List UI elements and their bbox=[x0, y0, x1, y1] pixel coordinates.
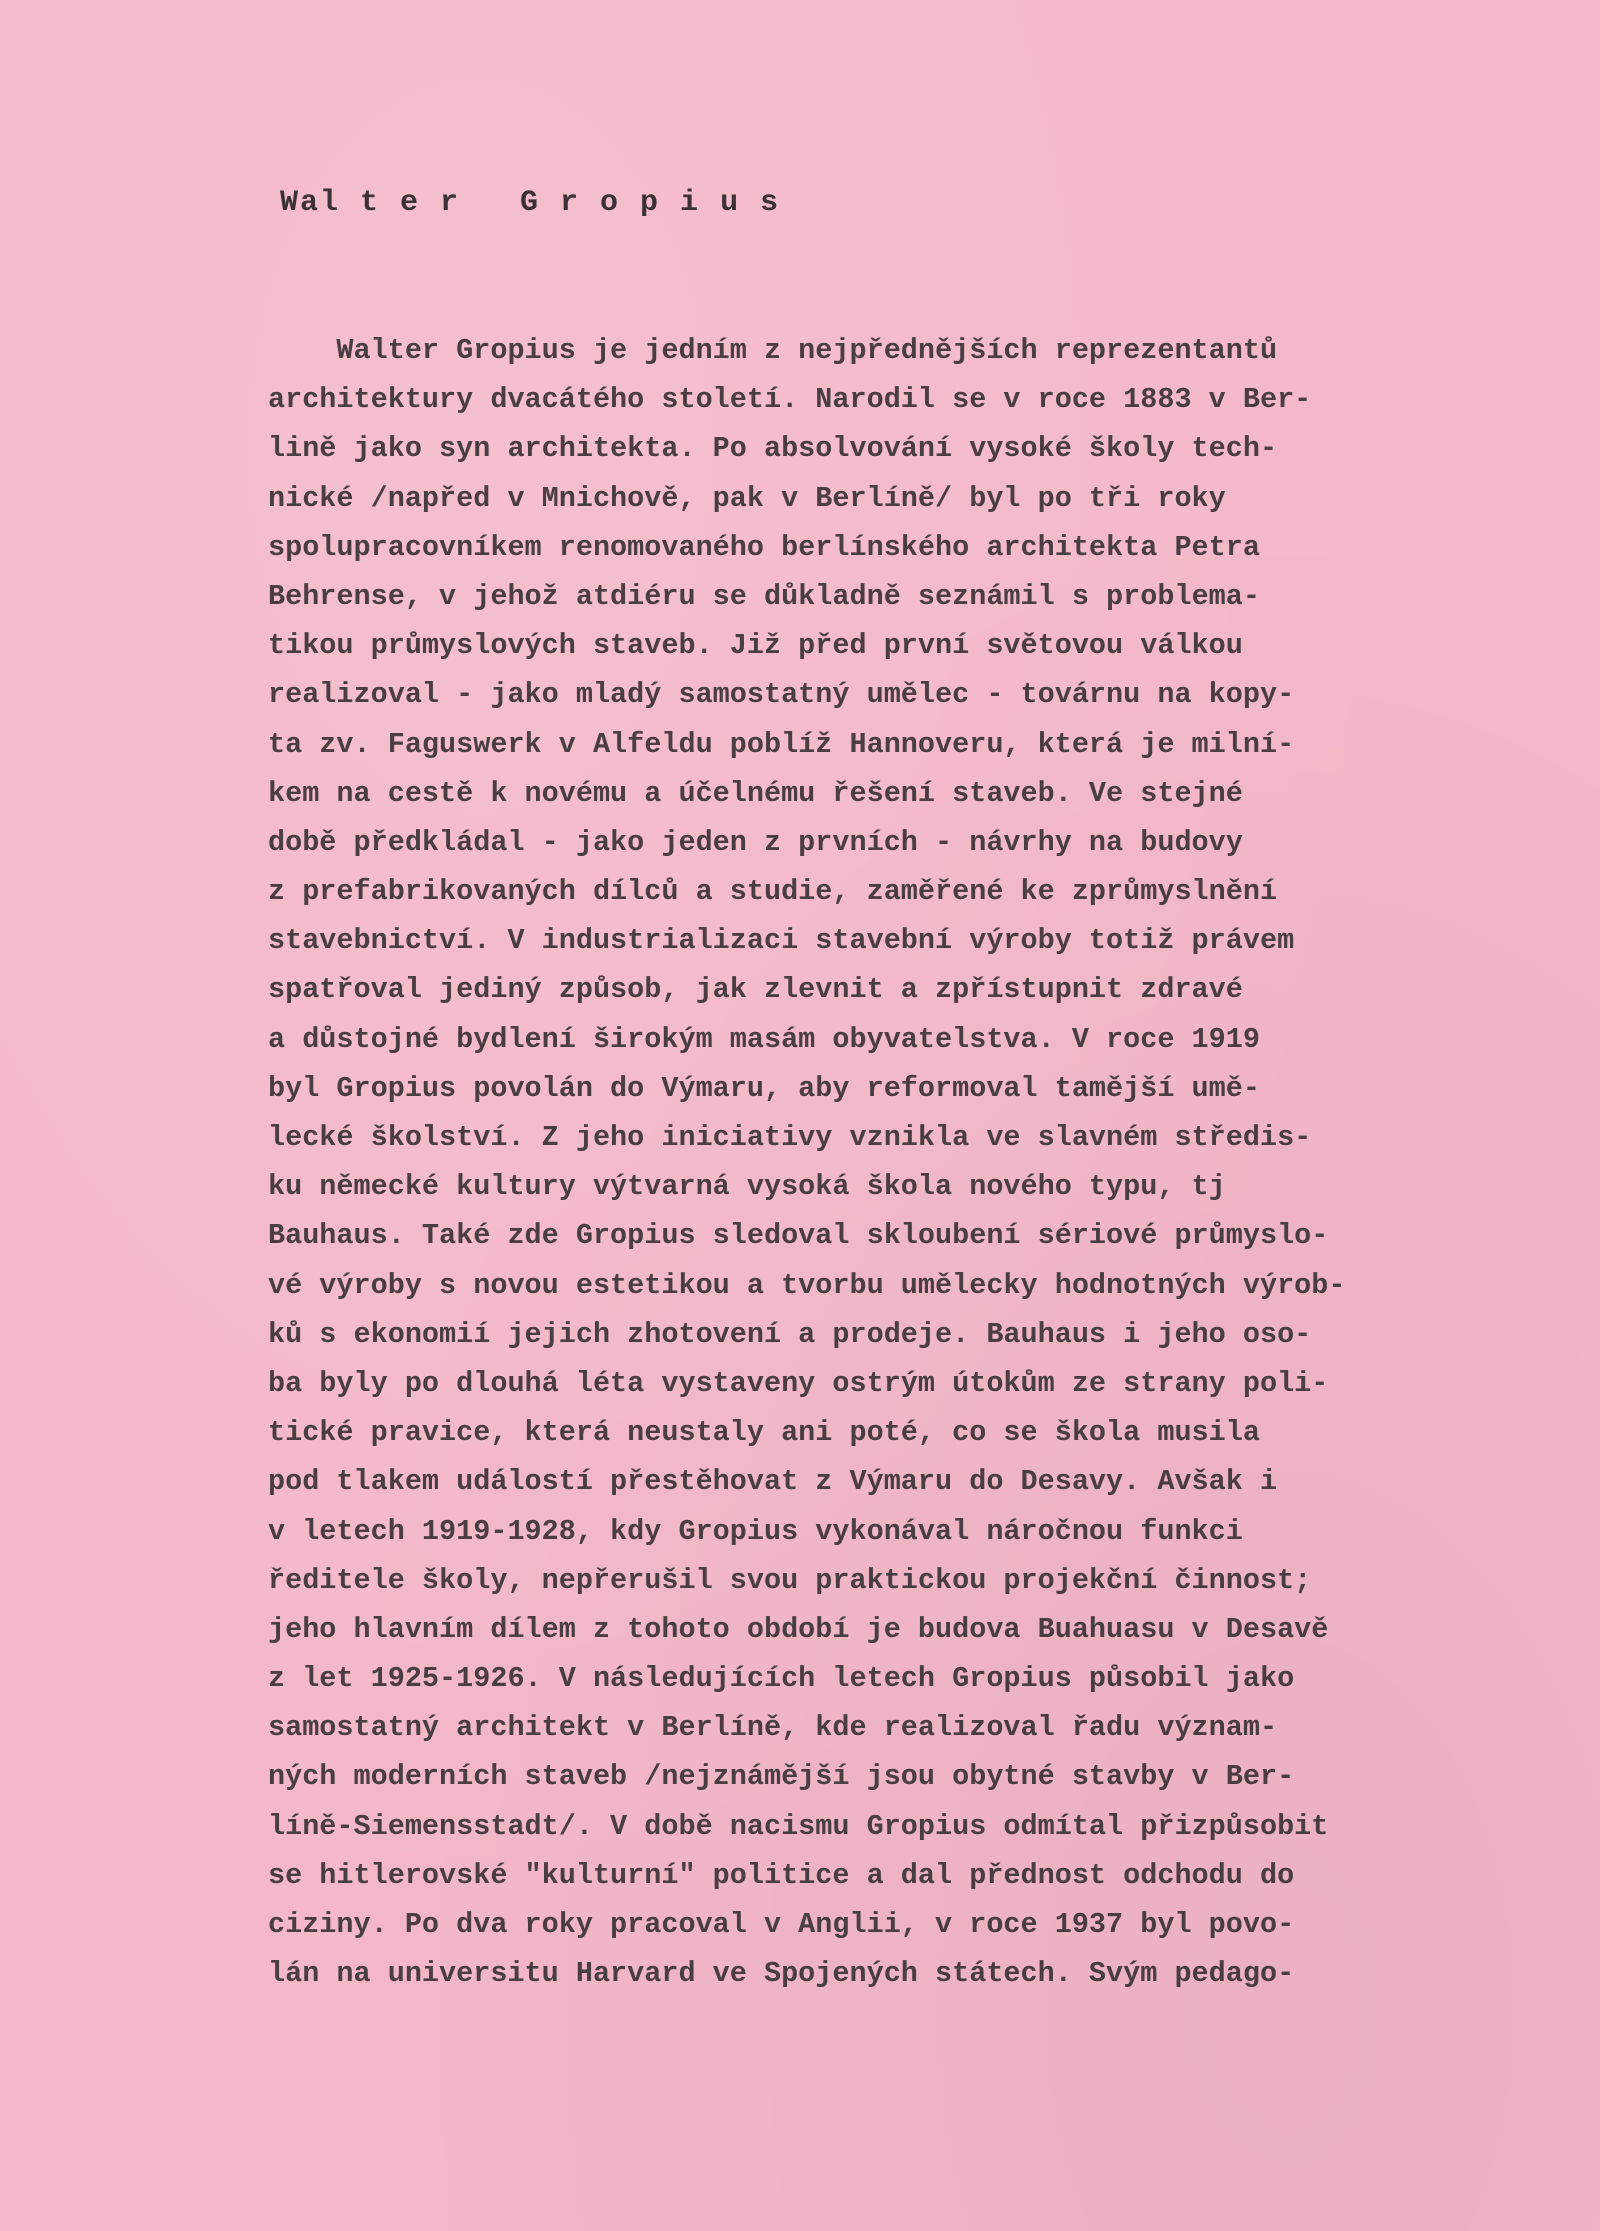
text-line: byl Gropius povolán do Výmaru, aby reformoval tamější umě- bbox=[268, 1071, 1260, 1105]
text-line: vé výroby s novou estetikou a tvorbu umělecky hodnotných výrob- bbox=[268, 1268, 1346, 1302]
text-line: lecké školství. Z jeho iniciativy vznikla ve slavném středis- bbox=[268, 1121, 1312, 1154]
text-line: ku německé kultury výtvarná vysoká škola nového typu, tj bbox=[268, 1170, 1226, 1204]
text-line: a důstojné bydlení širokým masám obyvatelstva. V roce 1919 bbox=[268, 1022, 1260, 1056]
text-line: se hitlerovské "kulturní" politice a dal přednost odchodu do bbox=[268, 1858, 1295, 1892]
text-line: Walter Gropius je jedním z nejpřednějších reprezentantů bbox=[268, 334, 1278, 367]
text-line: pod tlakem událostí přestěhovat z Výmaru do Desavy. Avšak i bbox=[268, 1465, 1278, 1499]
text-line: době předkládal - jako jeden z prvních - návrhy na budovy bbox=[268, 825, 1243, 859]
text-line: realizoval - jako mladý samostatný umělec - továrnu na kopy- bbox=[268, 678, 1295, 712]
body-paragraph bbox=[268, 326, 1518, 1998]
text-line: ba byly po dlouhá léta vystaveny ostrým útokům ze strany poli- bbox=[268, 1366, 1329, 1400]
text-line: ta zv. Faguswerk v Alfeldu poblíž Hannoveru, která je milní- bbox=[268, 727, 1295, 761]
text-line: samostatný architekt v Berlíně, kde realizoval řadu význam- bbox=[268, 1711, 1278, 1745]
text-line: z prefabrikovaných dílců a studie, zaměřené ke zprůmyslnění bbox=[268, 875, 1278, 909]
text-line: z let 1925-1926. V následujících letech Gropius působil jako bbox=[268, 1662, 1295, 1696]
page-title: Wal t e r G r o p i u s bbox=[280, 186, 781, 220]
text-line: tické pravice, která neustaly ani poté, co se škola musila bbox=[268, 1416, 1260, 1450]
text-line: lán na universitu Harvard ve Spojených státech. Svým pedago- bbox=[268, 1957, 1295, 1991]
text-line: ředitele školy, nepřerušil svou praktickou projekční činnost; bbox=[268, 1563, 1312, 1597]
text-line: kem na cestě k novému a účelnému řešení staveb. Ve stejné bbox=[268, 776, 1243, 810]
text-line: nické /napřed v Mnichově, pak v Berlíně/ byl po tři roky bbox=[268, 481, 1226, 515]
text-line: tikou průmyslových staveb. Již před první světovou válkou bbox=[268, 629, 1243, 663]
text-line: stavebnictví. V industrializaci stavební výroby totiž právem bbox=[268, 924, 1295, 958]
text-line: ků s ekonomií jejich zhotovení a prodeje. Bauhaus i jeho oso- bbox=[268, 1317, 1312, 1351]
text-line: Behrense, v jehož atdiéru se důkladně seznámil s problema- bbox=[268, 579, 1260, 613]
text-line: jeho hlavním dílem z tohoto období je budova Buahuasu v Desavě bbox=[268, 1612, 1329, 1646]
text-line: architektury dvacátého století. Narodil se v roce 1883 v Ber- bbox=[268, 383, 1312, 417]
text-line: líně-Siemensstadt/. V době nacismu Gropius odmítal přizpůsobit bbox=[268, 1809, 1329, 1843]
text-line: lině jako syn architekta. Po absolvování vysoké školy tech- bbox=[268, 432, 1278, 466]
text-line: Bauhaus. Také zde Gropius sledoval skloubení sériové průmyslo- bbox=[268, 1219, 1329, 1253]
text-line: spolupracovníkem renomovaného berlínského architekta Petra bbox=[268, 530, 1260, 564]
text-line: spatřoval jediný způsob, jak zlevnit a zpřístupnit zdravé bbox=[268, 973, 1243, 1007]
text-line: ných moderních staveb /nejznámější jsou obytné stavby v Ber- bbox=[268, 1760, 1295, 1794]
text-line: ciziny. Po dva roky pracoval v Anglii, v roce 1937 byl povo- bbox=[268, 1908, 1295, 1941]
text-line: v letech 1919-1928, kdy Gropius vykonával náročnou funkci bbox=[268, 1514, 1243, 1548]
